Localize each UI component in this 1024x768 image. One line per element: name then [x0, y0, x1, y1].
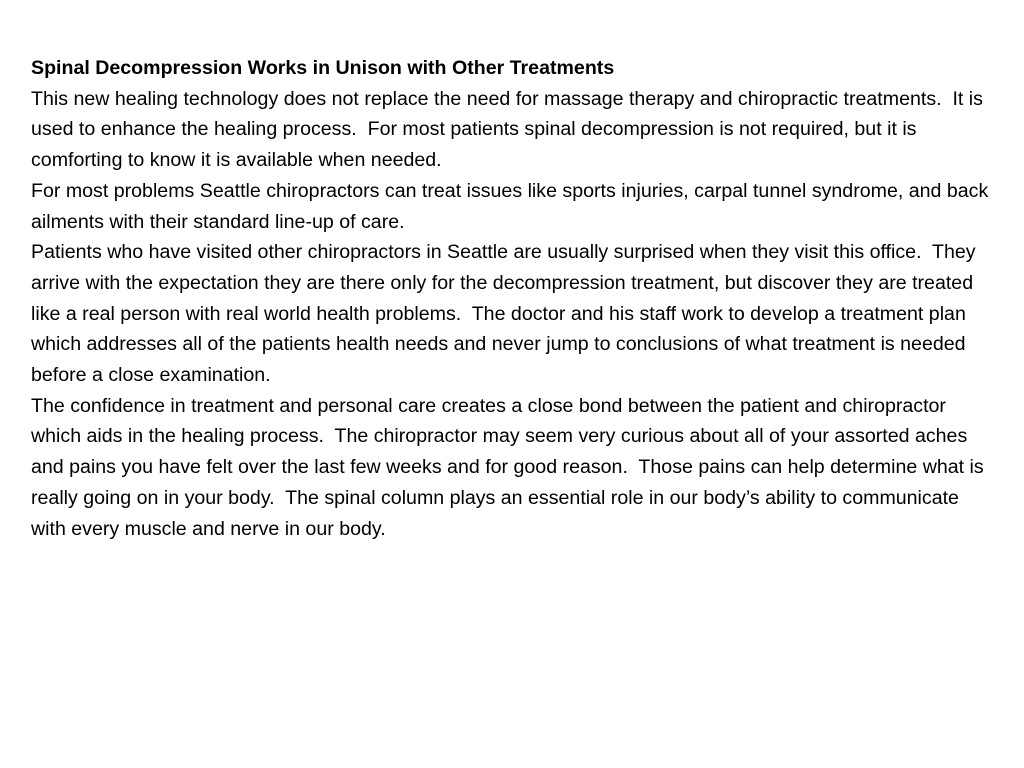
- slide-text-body: [31, 53, 996, 544]
- paragraph-patient-experience: Patients who have visited other chiropractors in Seattle are usually surprised when they visit this office. They arrive with the expectation they are there only for the decompression treatment, but discover they are treated like a real person with real world health problems. The doctor and his staff work to develop a treatment plan which addresses all of the patients health needs and never jump to conclusions of what treatment is needed before a close examination.: [31, 241, 982, 387]
- paragraph-confidence-care: The confidence in treatment and personal care creates a close bond between the patient and chiropractor which aids in the healing process. The chiropractor may seem very curious about all of your assorted aches and pains you have felt over the last few weeks and for good reason. Those pains can help determine what is really going on in your body. The spinal column plays an essential role in our body’s ability to communicate with every muscle and nerve in our body.: [31, 394, 990, 540]
- paragraph-technology: This new healing technology does not replace the need for massage therapy and chiropractic treatments. It is used to enhance the healing process. For most patients spinal decompression is not required, but it is comforting to know it is available when needed.: [31, 87, 989, 172]
- slide-title: Spinal Decompression Works in Unison with Other Treatments: [31, 57, 615, 79]
- paragraph-common-problems: For most problems Seattle chiropractors can treat issues like sports injuries, carpal tunnel syndrome, and back ailments with their standard line-up of care.: [31, 179, 994, 233]
